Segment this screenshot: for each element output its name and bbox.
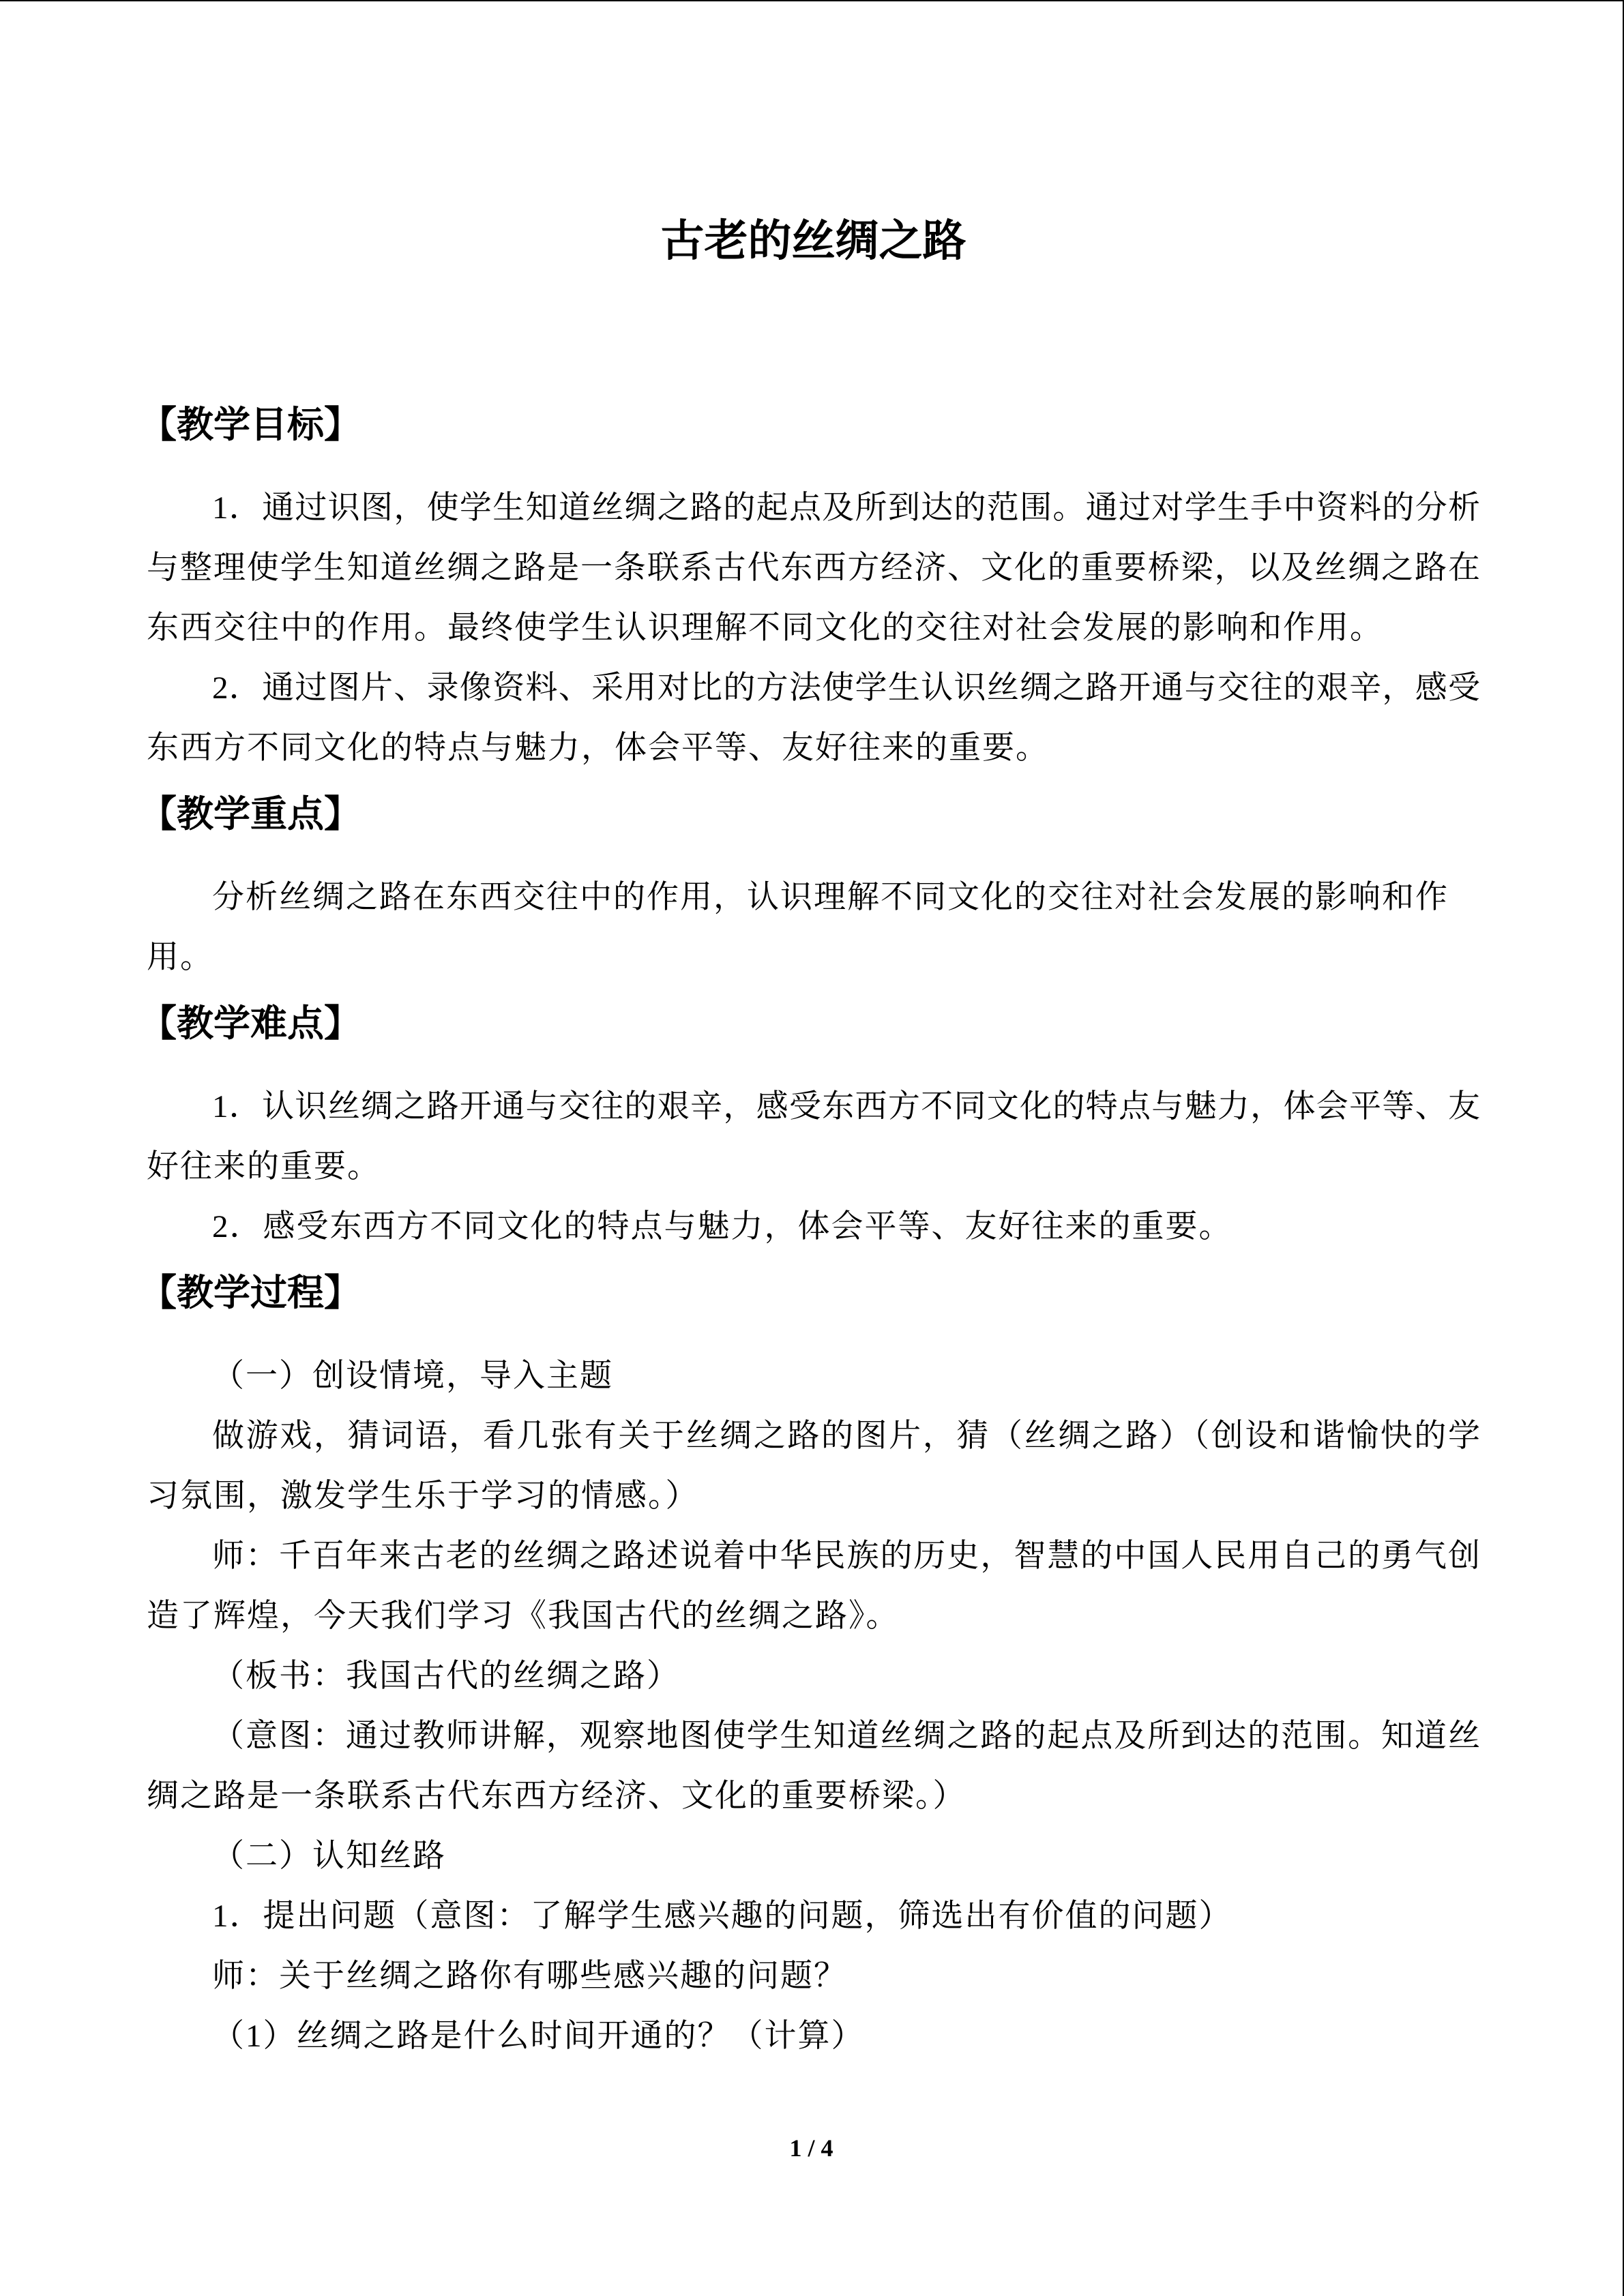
text-line: 用。 <box>147 940 213 975</box>
section-teaching-difficulties <box>140 996 1480 1257</box>
paragraph <box>147 2006 1480 2066</box>
text-line: 2．感受东西方不同文化的特点与魅力，体会平等、友好往来的重要。 <box>212 1209 1232 1244</box>
paragraph <box>147 1706 1480 1826</box>
text-line: 东西方不同文化的特点与魅力，体会平等、友好往来的重要。 <box>147 730 1049 766</box>
section-heading: 【教学重点】 <box>140 794 361 835</box>
text-line: （一）创设情境，导入主题 <box>212 1358 613 1394</box>
document-title: 古老的丝绸之路 <box>660 217 966 265</box>
section-teaching-process <box>140 1266 1480 2066</box>
text-line: 造了辉煌，今天我们学习《我国古代的丝绸之路》。 <box>147 1598 900 1634</box>
text-line: 师：千百年来古老的丝绸之路述说着中华民族的历史，智慧的中国人民用自己的勇气创 <box>212 1538 1480 1574</box>
page-number: 1 / 4 <box>789 2134 833 2162</box>
text-line: 与整理使学生知道丝绸之路是一条联系古代东西方经济、文化的重要桥梁，以及丝绸之路在 <box>147 550 1480 586</box>
section-teaching-focus <box>140 787 1480 987</box>
paragraph <box>147 1406 1480 1526</box>
section-heading: 【教学过程】 <box>140 1272 361 1313</box>
paragraph <box>147 1646 1480 1706</box>
text-line: 做游戏，猜词语，看几张有关于丝绸之路的图片，猜（丝绸之路）（创设和谐愉快的学 <box>212 1418 1480 1454</box>
document-body <box>140 207 1480 2066</box>
text-line: （1）丝绸之路是什么时间开通的？（计算） <box>212 2018 865 2054</box>
text-line: 好往来的重要。 <box>147 1149 381 1184</box>
text-line: 绸之路是一条联系古代东西方经济、文化的重要桥梁。） <box>147 1778 966 1814</box>
section-teaching-objectives <box>140 398 1480 778</box>
paragraph <box>147 1826 1480 1886</box>
paragraph <box>147 1197 1480 1257</box>
text-line: 分析丝绸之路在东西交往中的作用，认识理解不同文化的交往对社会发展的影响和作 <box>212 880 1449 915</box>
paragraph <box>147 1946 1480 2006</box>
text-line: 1．提出问题（意图：了解学生感兴趣的问题，筛选出有价值的问题） <box>212 1898 1232 1934</box>
text-line: （板书：我国古代的丝绸之路） <box>212 1658 680 1694</box>
section-heading: 【教学目标】 <box>140 404 361 445</box>
paragraph <box>147 1886 1480 1946</box>
paragraph <box>147 1526 1480 1646</box>
text-line: 1．认识丝绸之路开通与交往的艰辛，感受东西方不同文化的特点与魅力，体会平等、友 <box>212 1089 1480 1124</box>
section-heading: 【教学难点】 <box>140 1003 361 1044</box>
text-line: 习氛围，激发学生乐于学习的情感。） <box>147 1478 699 1514</box>
paragraph <box>147 478 1480 658</box>
paragraph <box>147 1346 1480 1406</box>
text-line: （二）认知丝路 <box>212 1838 446 1874</box>
paragraph <box>147 658 1480 778</box>
text-line: 东西交往中的作用。最终使学生认识理解不同文化的交往对社会发展的影响和作用。 <box>147 610 1383 646</box>
paragraph <box>147 1077 1480 1197</box>
paragraph <box>147 867 1480 987</box>
text-line: 师：关于丝绸之路你有哪些感兴趣的问题？ <box>212 1958 847 1994</box>
text-line: 2．通过图片、录像资料、采用对比的方法使学生认识丝绸之路开通与交往的艰辛，感受 <box>212 670 1480 706</box>
text-line: 1．通过识图，使学生知道丝绸之路的起点及所到达的范围。通过对学生手中资料的分析 <box>212 490 1480 526</box>
text-line: （意图：通过教师讲解，观察地图使学生知道丝绸之路的起点及所到达的范围。知道丝 <box>212 1718 1480 1754</box>
